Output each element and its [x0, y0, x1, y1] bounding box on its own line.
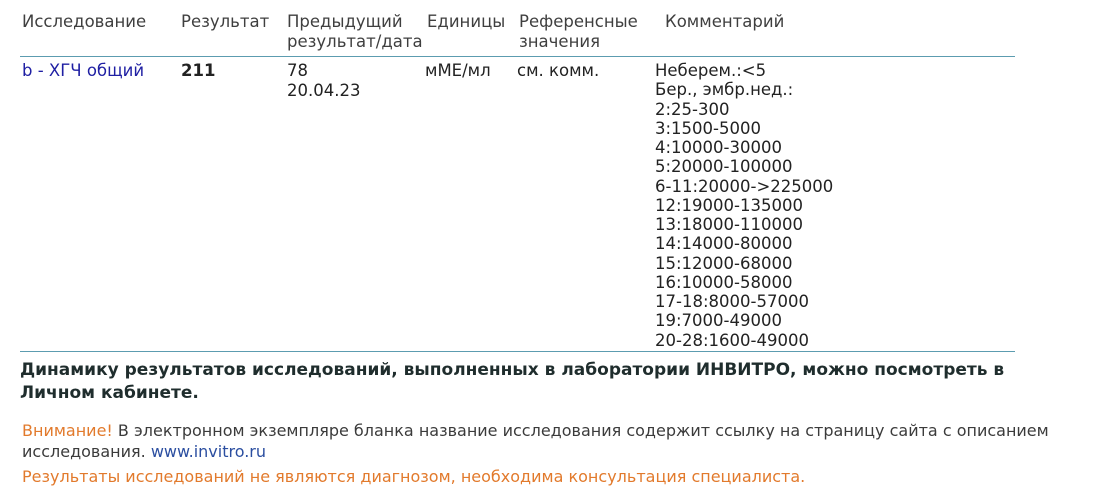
- warning-text: В электронном экземпляре бланка название исследования содержит ссылку на страницу сайта с описанием исследования.: [22, 421, 1049, 461]
- comment-line: 4:10000-30000: [655, 138, 782, 157]
- result-value: 211: [181, 61, 216, 80]
- site-link[interactable]: www.invitro.ru: [150, 442, 266, 461]
- previous-result-value: 78: [287, 61, 308, 80]
- warning-label: Внимание!: [22, 421, 113, 440]
- comment-line: 14:14000-80000: [655, 234, 793, 254]
- reference-value: см. комм.: [517, 61, 600, 80]
- column-header-result: Результат: [181, 12, 270, 31]
- dynamics-note: Динамику результатов исследований, выполненных в лаборатории ИНВИТРО, можно посмотреть в Личном кабинете.: [20, 360, 1005, 403]
- comment-line: 2:25-300: [655, 99, 730, 119]
- column-header-comment: Комментарий: [665, 12, 785, 31]
- comment-line: Бер., эмбр.нед.:: [655, 80, 794, 100]
- units-value: мМЕ/мл: [425, 61, 491, 80]
- column-header-previous: [287, 12, 423, 52]
- comment-line: 5:20000-100000: [655, 157, 793, 177]
- table-bottom-divider: [20, 351, 1015, 352]
- column-header-reference: [519, 12, 638, 52]
- comment-line: 6-11:20000->225000: [655, 176, 834, 196]
- comment-line: Неберем.:<5: [655, 61, 767, 80]
- previous-result-cell: [287, 61, 360, 101]
- column-header-study: Исследование: [22, 12, 147, 31]
- previous-result-date: 20.04.23: [287, 81, 361, 100]
- column-header-previous-line-1: Предыдущий: [287, 12, 403, 31]
- column-header-previous-line-2: результат/дата: [287, 32, 423, 51]
- comment-line: 13:18000-110000: [655, 215, 803, 234]
- comment-line: 20-28:1600-49000: [655, 330, 809, 350]
- comment-line: 19:7000-49000: [655, 311, 782, 331]
- header-divider: [20, 56, 1015, 57]
- comment-line: 17-18:8000-57000: [655, 292, 809, 311]
- comment-line: 16:10000-58000: [655, 272, 793, 292]
- comment-line: 15:12000-68000: [655, 253, 793, 273]
- comment-cell: [655, 61, 833, 350]
- notice-paragraph: [22, 420, 1082, 462]
- column-header-reference-line-2: значения: [519, 32, 601, 51]
- column-header-reference-line-1: Референсные: [519, 12, 638, 31]
- column-header-units: Единицы: [427, 12, 506, 31]
- disclaimer: Результаты исследований не являются диагнозом, необходима консультация специалиста.: [22, 467, 806, 486]
- study-name-link[interactable]: b - ХГЧ общий: [22, 61, 145, 80]
- comment-line: 12:19000-135000: [655, 195, 803, 215]
- comment-line: 3:1500-5000: [655, 118, 761, 138]
